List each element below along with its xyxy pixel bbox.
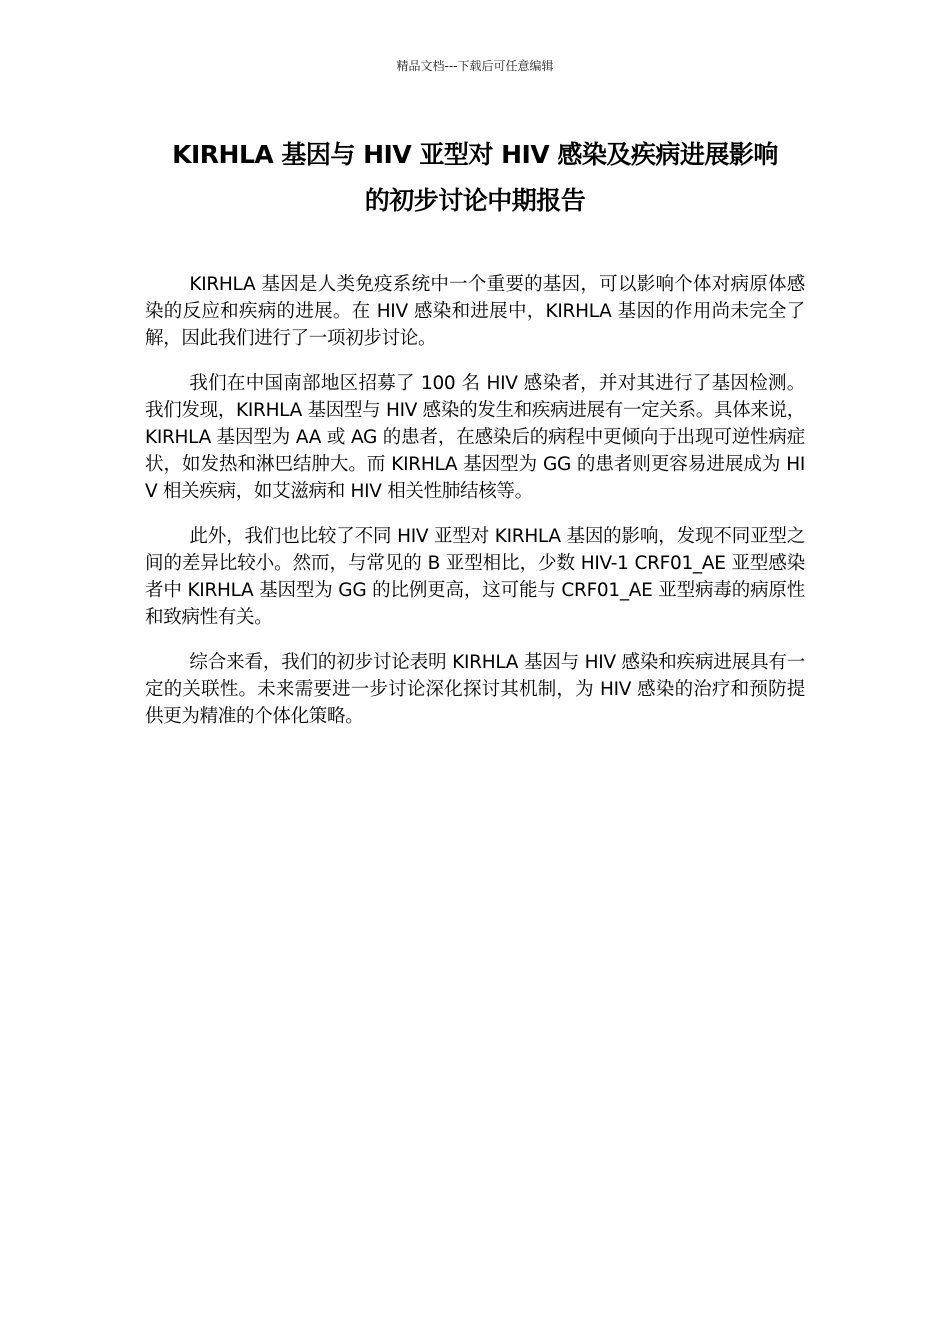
paragraph-subtypes: 此外，我们也比较了不同 HIV 亚型对 KIRHLA 基因的影响，发现不同亚型之间的差异比较小。然而，与常见的 B 亚型相比，少数 HIV-1 CRF01_AE 亚型感染者中 KIRHLA 基因型为 GG 的比例更高，这可能与 CRF01_AE 亚型病毒的病原性和致病性有关。 [145,526,805,628]
document-title [120,132,830,224]
paragraph-conclusion: 综合来看，我们的初步讨论表明 KIRHLA 基因与 HIV 感染和疾病进展具有一定的关联性。未来需要进一步讨论深化探讨其机制，为 HIV 感染的治疗和预防提供更为精准的个体化策略。 [145,652,805,727]
page-header: 精品文档---下载后可任意编辑 [396,59,554,73]
paragraph-findings: 我们在中国南部地区招募了 100 名 HIV 感染者，并对其进行了基因检测。我们发现，KIRHLA 基因型与 HIV 感染的发生和疾病进展有一定关系。具体来说，KIRHLA 基因型为 AA 或 AG 的患者，在感染后的病程中更倾向于出现可逆性病症状，如发热和淋巴结肿大。而 KIRHLA 基因型为 GG 的患者则更容易进展成为 HIV 相关疾病，如艾滋病和 HIV 相关性肺结核等。 [145,373,805,502]
document-body [145,271,805,748]
paragraph-intro: KIRHLA 基因是人类免疫系统中一个重要的基因，可以影响个体对病原体感染的反应和疾病的进展。在 HIV 感染和进展中，KIRHLA 基因的作用尚未完全了解，因此我们进行了一项初步讨论。 [145,274,805,349]
title-line-2: 的初步讨论中期报告 [364,186,586,215]
title-line-1: KIRHLA 基因与 HIV 亚型对 HIV 感染及疾病进展影响 [172,140,778,169]
